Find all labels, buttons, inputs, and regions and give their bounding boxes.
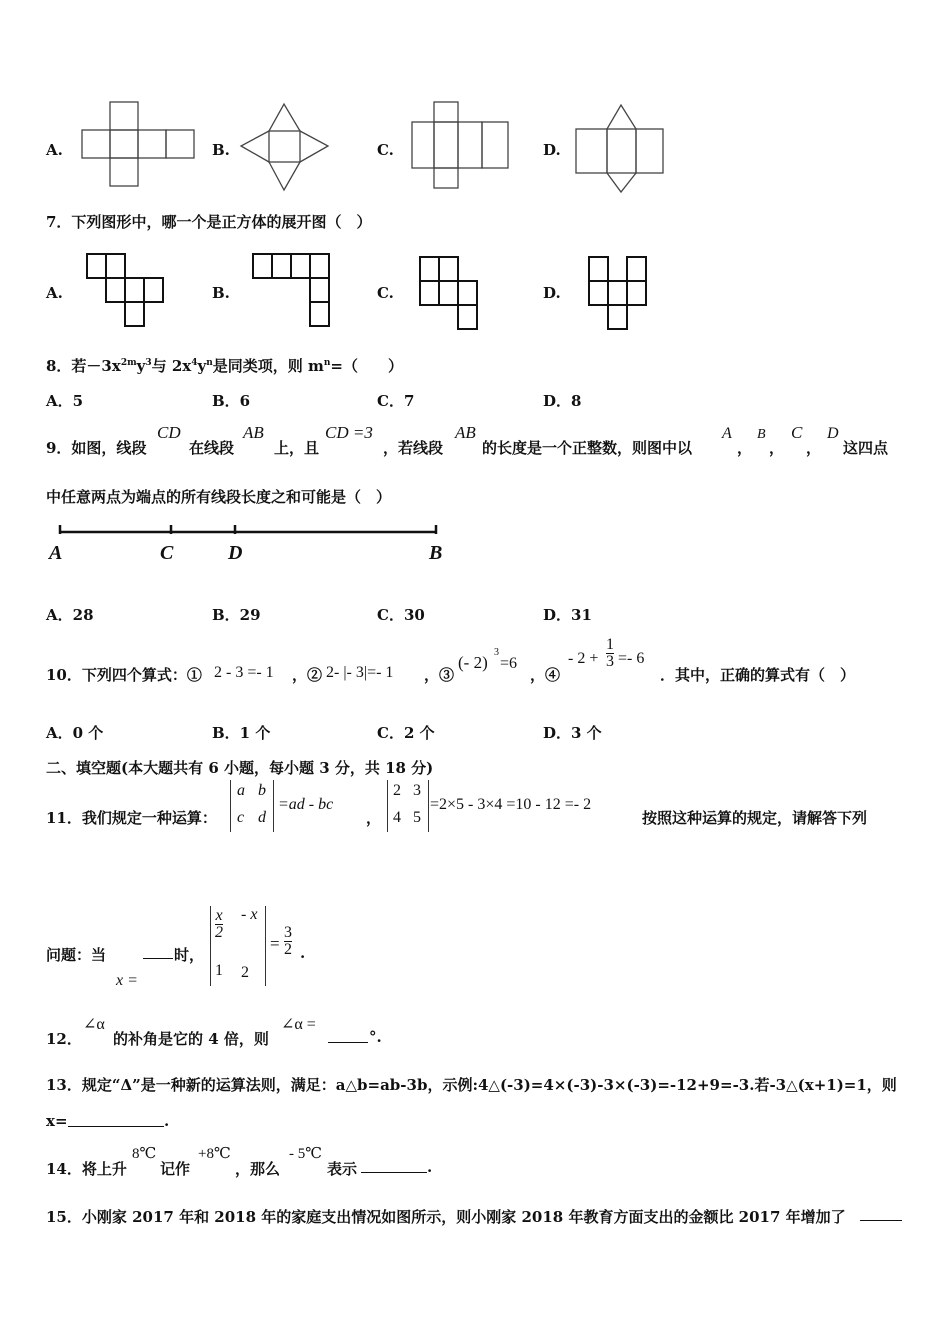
q11-text-prefix: 11．我们规定一种运算： <box>46 809 217 827</box>
q11-x-equals: x = <box>116 972 138 989</box>
q8-exponent-5: n <box>323 358 331 368</box>
q6-option-c-figure <box>410 102 515 192</box>
q9-option-c[interactable]: C．30 <box>377 606 425 624</box>
q8-text-end: =（ ） <box>330 357 403 375</box>
q14-text-prefix: 14．将上升 <box>46 1160 127 1178</box>
q10-fraction-denominator: 3 <box>606 653 614 670</box>
q8-exponent-1: 2m <box>120 358 137 368</box>
q13-answer-blank[interactable] <box>68 1112 164 1127</box>
q8-text-mid: 与 2x <box>151 357 192 375</box>
q9-comma-1: ， <box>737 439 753 457</box>
q11-entry-b: b <box>258 782 266 799</box>
q8-option-d[interactable]: D．8 <box>543 392 582 410</box>
q11-example-computation: =2×5 - 3×4 =10 - 12 =- 2 <box>430 796 592 813</box>
q9-text-5: 的长度是一个正整数，则图中以 <box>482 439 693 457</box>
q11-example-entry-4: 4 <box>393 809 401 826</box>
q11-text-suffix: 按照这种运算的规定，请解答下列 <box>642 809 868 827</box>
q10-expr-4-left: - 2 + <box>568 650 599 667</box>
q11-problem-entry-1: 1 <box>215 962 223 979</box>
q10-fraction-numerator: 1 <box>606 636 614 653</box>
q8-question <box>46 355 403 376</box>
q9-text-2: 在线段 <box>189 439 235 457</box>
q14-text-then: ，那么 <box>235 1160 281 1178</box>
q9-diagram-label-d: D <box>228 542 243 564</box>
q9-point-a: A <box>722 425 732 442</box>
q14-temp-up: 8℃ <box>132 1146 157 1162</box>
q8-option-b[interactable]: B．6 <box>212 392 251 410</box>
q8-option-c[interactable]: C．7 <box>377 392 415 410</box>
q11-problem-numerator-x: x <box>215 907 223 924</box>
q11-problem-equals: = <box>270 934 280 953</box>
q10-option-b[interactable]: B．1 个 <box>212 724 271 742</box>
q7-option-b-figure <box>252 253 332 333</box>
q9-cd-equals-3: CD =3 <box>325 423 373 442</box>
q10-expr-3-exponent: 3 <box>494 647 499 658</box>
section-2-heading: 二、填空题(本大题共有 6 小题，每小题 3 分，共 18 分) <box>46 759 434 777</box>
q12-angle-alpha-equals: ∠α = <box>281 1016 316 1033</box>
q11-entry-d: d <box>258 809 266 826</box>
q6-option-c-label: C. <box>377 141 394 159</box>
q14-answer-blank[interactable] <box>361 1158 427 1173</box>
q9-diagram-label-b: B <box>429 542 443 564</box>
q11-result-numerator: 3 <box>284 924 292 941</box>
q8-text-suffix: 是同类项，则 m <box>212 357 324 375</box>
q6-option-d-label: D. <box>543 141 561 159</box>
q10-expr-3-result: =6 <box>500 655 518 672</box>
q11-result-denominator: 2 <box>284 941 292 958</box>
q9-diagram-label-a: A <box>49 542 63 564</box>
q10-text-prefix: 10．下列四个算式：① <box>46 666 202 684</box>
q11-problem-fraction-x-2 <box>215 908 223 941</box>
q6-option-a-label: A. <box>46 141 63 159</box>
q11-entry-a: a <box>237 782 245 799</box>
q9-comma-2: ， <box>769 439 785 457</box>
q12-text-mid: 的补角是它的 4 倍，则 <box>113 1030 269 1048</box>
q11-answer-blank[interactable] <box>143 944 173 959</box>
q9-segment-ab: AB <box>243 423 264 442</box>
q7-option-d-label: D. <box>543 284 561 302</box>
q7-option-a-label: A. <box>46 284 63 302</box>
q10-expr-2: 2- |- 3|=- 1 <box>326 664 394 681</box>
q11-text-when: 时， <box>174 946 205 964</box>
q9-segment-cd: CD <box>157 423 181 442</box>
q7-option-c-figure <box>419 256 481 332</box>
q8-option-a[interactable]: A．5 <box>46 392 84 410</box>
q7-option-d-figure <box>588 256 650 332</box>
q9-segment-ab-2: AB <box>455 423 476 442</box>
q10-sep-4: ，④ <box>530 666 561 684</box>
q10-option-d[interactable]: D．3 个 <box>543 724 602 742</box>
q12-number: 12． <box>46 1030 82 1048</box>
q9-option-b[interactable]: B．29 <box>212 606 261 624</box>
q11-example-entry-3: 3 <box>413 782 421 799</box>
q9-text-6: 这四点 <box>843 439 889 457</box>
q11-definition-formula: =ad - bc <box>278 796 334 813</box>
q7-question: 7．下列图形中，哪一个是正方体的展开图（ ） <box>46 213 372 231</box>
q11-period: . <box>300 944 306 962</box>
q9-diagram-label-c: C <box>160 542 174 564</box>
q9-text-line2: 中任意两点为端点的所有线段长度之和可能是（ ） <box>46 488 392 506</box>
q10-option-a[interactable]: A．0 个 <box>46 724 104 742</box>
q6-option-b-figure <box>238 102 338 194</box>
q7-option-a-figure <box>86 253 166 333</box>
q8-variable-y: y <box>136 357 146 375</box>
q6-option-d-figure <box>570 102 670 194</box>
q10-expr-4-right: =- 6 <box>618 650 645 667</box>
q11-text-line2: 问题：当 <box>46 946 107 964</box>
q10-sep-2: ，② <box>292 666 323 684</box>
q15-answer-blank[interactable] <box>860 1206 902 1221</box>
q7-option-c-label: C. <box>377 284 394 302</box>
q11-comma: ， <box>366 809 382 827</box>
q9-point-c: C <box>791 423 803 442</box>
q9-point-b: B <box>757 427 766 442</box>
q11-determinant-problem <box>210 906 266 986</box>
q13-text-x-equals: x= <box>46 1112 68 1130</box>
q15-question: 15．小刚家 2017 年和 2018 年的家庭支出情况如图所示，则小刚家 2018 年教育方面支出的金额比 2017 年增加了 <box>46 1208 846 1226</box>
q14-period: . <box>427 1158 433 1176</box>
q10-expr-3-base: (- 2) <box>458 653 488 672</box>
q9-point-d: D <box>827 425 839 442</box>
q13-period: . <box>164 1112 170 1130</box>
q11-determinant-definition <box>230 780 274 832</box>
q8-exponent-3: 4 <box>191 358 198 368</box>
q7-option-b-label: B. <box>212 284 230 302</box>
q9-option-d[interactable]: D．31 <box>543 606 592 624</box>
q11-problem-denominator-2: 2 <box>215 924 223 941</box>
q12-angle-alpha: ∠α <box>83 1016 105 1033</box>
q8-variable-y2: y <box>197 357 207 375</box>
q14-text-recorded-as: 记作 <box>160 1160 191 1178</box>
q10-sep-3: ，③ <box>424 666 455 684</box>
q8-exponent-2: 3 <box>145 358 152 368</box>
q14-temp-minus: - 5℃ <box>289 1146 323 1162</box>
q9-option-a[interactable]: A．28 <box>46 606 94 624</box>
q9-comma-3: ， <box>806 439 822 457</box>
q10-option-c[interactable]: C．2 个 <box>377 724 435 742</box>
q12-degree-end: °. <box>369 1028 382 1046</box>
q8-text-prefix: 8．若－3x <box>46 357 121 375</box>
q14-text-means: 表示 <box>327 1160 358 1178</box>
q11-example-entry-2: 2 <box>393 782 401 799</box>
q8-exponent-4: n <box>206 358 213 368</box>
q9-text-3: 上，且 <box>274 439 320 457</box>
q11-problem-entry-neg-x: - x <box>241 906 258 923</box>
q6-option-b-label: B. <box>212 141 230 159</box>
q11-problem-entry-2: 2 <box>241 964 249 981</box>
q11-example-entry-5: 5 <box>413 809 421 826</box>
q11-problem-result-fraction <box>284 925 292 958</box>
q14-temp-plus: +8℃ <box>198 1146 231 1162</box>
q9-segment-diagram <box>44 522 454 566</box>
q10-expr-4-fraction <box>606 637 614 670</box>
q13-text-line1: 13．规定“Δ”是一种新的运算法则，满足：a△b=ab-3b，示例:4△(-3)=4×(-3)-3×(-3)=-12+9=-3.若-3△(x+1)=1，则 <box>46 1076 897 1094</box>
q9-text-4: ，若线段 <box>383 439 444 457</box>
q10-text-suffix: ．其中，正确的算式有（ ） <box>660 666 856 684</box>
q12-answer-blank[interactable] <box>328 1028 368 1043</box>
q10-expr-1: 2 - 3 =- 1 <box>214 664 274 681</box>
q11-entry-c: c <box>237 809 245 826</box>
q9-text-1: 9．如图，线段 <box>46 439 147 457</box>
q6-option-a-figure <box>80 102 200 192</box>
q11-determinant-example <box>387 780 429 832</box>
